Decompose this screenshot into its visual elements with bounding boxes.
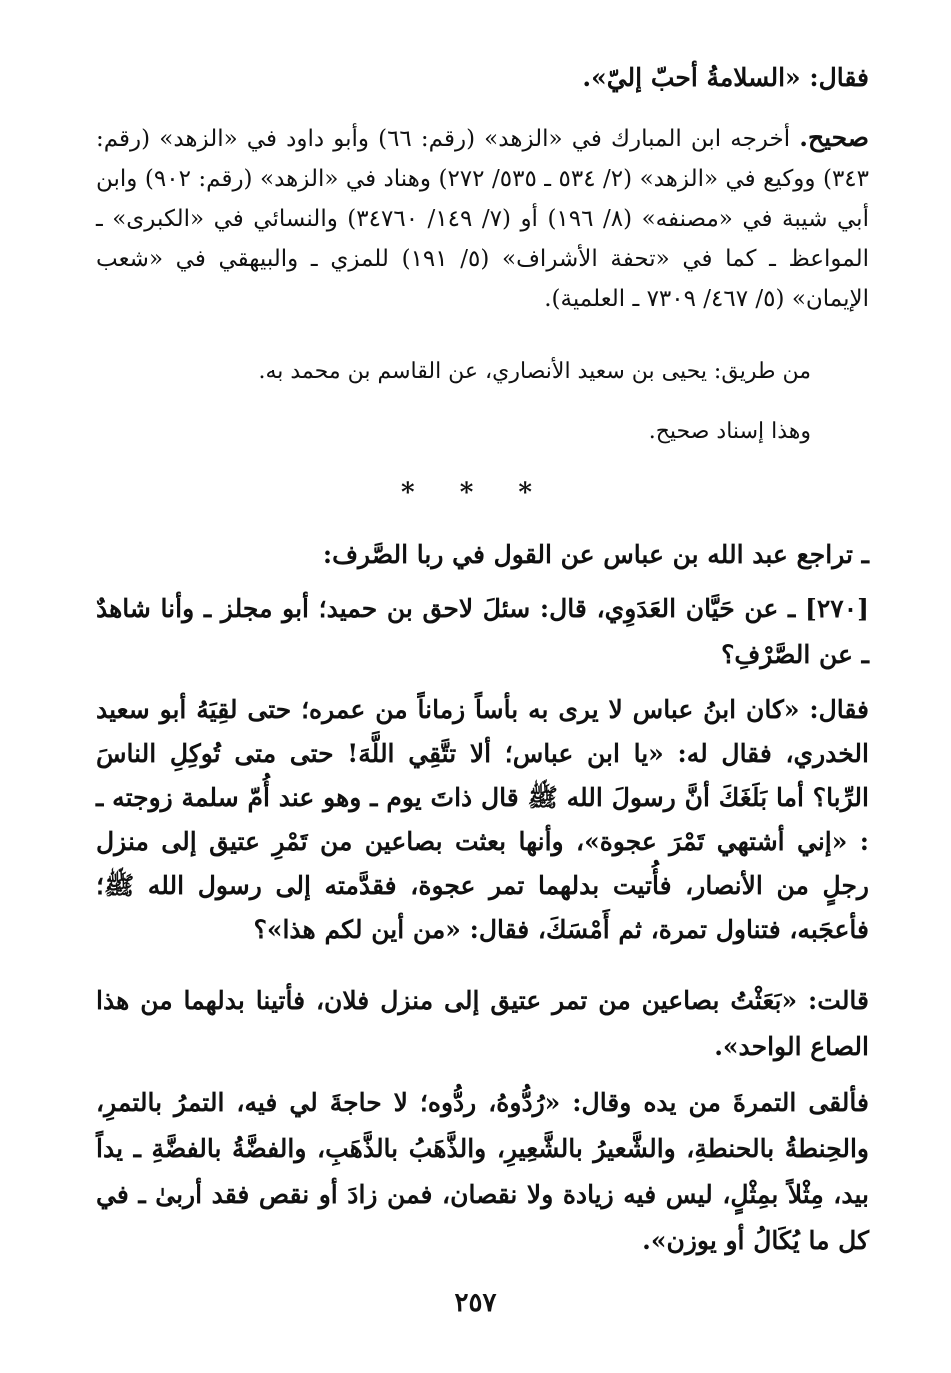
section-heading: ـ تراجع عبد الله بن عباس عن القول في ربا الصَّرف: (322, 540, 869, 569)
paragraph-quote-safety: فقال: «السلامةُ أحبّ إليّ». (582, 63, 869, 92)
section-separator: * * * (401, 478, 550, 508)
page-number: ٢٥٧ (454, 1288, 497, 1318)
grading-label: صحيح. (799, 123, 869, 152)
takhrij-text: أخرجه ابن المبارك في «الزهد» (رقم: ٦٦) وأبو داود في «الزهد» (رقم: ٣٤٣) ووكيع في «الزهد» (٢/ ٥٣٤ ـ ٥٣٥/ ٢٧٢) وهناد في «الزهد» (رقم: ٩٠٢) وابن أبي شيبة في «مصنفه» (٨/ ١٩٦) أو (٧/ ١٤٩/ ٣٤٧٦٠) والنسائي في «الكبرى» ـ المواعظ ـ كما في «تحفة الأشراف» (٥/ ١٩١) للمزي ـ والبيهقي في «شعب الإيمان» (٥/ ٤٦٧/ ٧٣٠٩ ـ العلمية). (96, 126, 870, 312)
paragraph-ruling: فألقى التمرةَ من يده وقال: «رُدُّوهُ، ردُّوه؛ لا حاجةَ لي فيه، التمرُ بالتمرِ، والحِنطةُ بالحنطةِ، والشَّعيرُ بالشَّعِيرِ، والذَّهَبُ بالذَّهَبِ، والفضَّةُ بالفضَّةِ ـ يداً بيد، مِثْلاً بمِثْلٍ، ليس فيه زيادة ولا نقصان، فمن زادَ أو نقص فقد أربىٰ ـ في كل ما يُكَالُ أو يوزن». (96, 1088, 869, 1255)
paragraph-hadith-270: [٢٧٠] ـ عن حَيَّان العَدَوِي، قال: سئلَ لاحق بن حميد؛ أبو مجلز ـ وأنا شاهدٌ ـ عن الصَّرْفِ؟ (96, 594, 869, 669)
paragraph-isnad-verdict: وهذا إسناد صحيح. (648, 419, 811, 444)
paragraph-chain: من طريق: يحيى بن سعيد الأنصاري، عن القاسم بن محمد به. (258, 359, 811, 384)
paragraph-takhrij (96, 118, 869, 319)
paragraph-she-said: قالت: «بَعَثْتُ بصاعين من تمر عتيق إلى منزل فلان، فأتينا بدلهما من هذا الصاع الواحد». (96, 986, 869, 1061)
paragraph-narration: فقال: «كان ابنُ عباس لا يرى به بأساً زماناً من عمره؛ حتى لقِيَهُ أبو سعيد الخدري، فقال له: «يا ابن عباس؛ ألا تتَّقِي اللَّهَ! حتى متى تُوكِلِ الناسَ الرِّبا؟ أما بَلَغَكَ أنَّ رسولَ الله ﷺ قال ذاتَ يوم ـ وهو عند أُمّ سلمة زوجته ـ : «إني أشتهي تَمْرَ عجوة»، وأنها بعثت بصاعين من تَمْرِ عتيق إلى منزل رجلٍ من الأنصار، فأُتيت بدلهما تمر عجوة، فقدَّمته إلى رسول الله ﷺ؛ فأعجَبه، فتناول تمرة، ثم أَمْسَكَ، فقال: «من أين لكم هذا»؟ (96, 695, 869, 944)
